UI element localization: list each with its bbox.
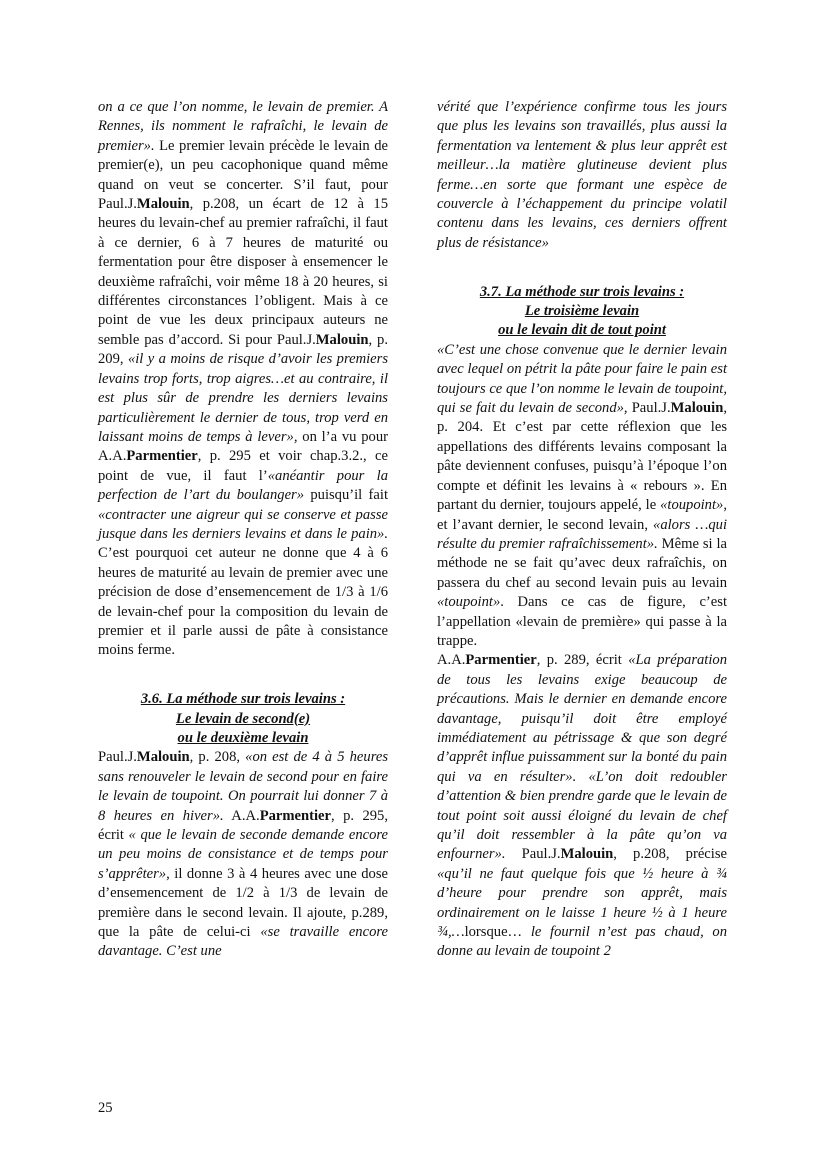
text-run: Parmentier [126, 448, 198, 465]
text-run: , p. 295 et voir chap.3.2., ce point de vue, il faut l’ [98, 448, 388, 484]
section-3-7-heading-line-2: Le troisième levain [524, 303, 640, 320]
text-run: le fournil n’est pas chaud, on donne au levain de toupoint 2 [437, 924, 727, 960]
section-3-6-heading-line-2: Le levain de second(e) [175, 710, 311, 727]
text-run: Paul.J. [98, 196, 137, 213]
text-run: «toupoint» [660, 497, 724, 514]
text-run: , p.208, un écart de 12 à 15 heures du levain-chef au premier rafraîchi, il faut à ce dernier, 6 à 7 heures de maturité ou fermentation pour être disposer à ensemencer le deuxième rafraîchi, voir même 18 à 20 heures, si différentes circonstances l’obligent. Mais à ce point de vue les deux principaux auteurs ne semble pas d’accord. Si pour [98, 196, 388, 348]
section-3-6-heading-line-3: ou le deuxième levain [177, 729, 309, 746]
left-column [98, 98, 388, 962]
text-run: Même si la méthode ne se fait qu’avec deux rafraîchis, on passera du chef au second levain puis au levain [437, 535, 727, 591]
text-run: Malouin [315, 331, 369, 348]
text-run: , p.208, précise [613, 846, 727, 863]
text-run: , p. 208, [189, 749, 246, 766]
text-run: , p. 204. Et c’est par cette réflexion que les appellations des différents levains composant la pâte deviennent confuses, puisqu’à l’époque l’on compte et définit les levains à « rebours ». En partant du dernier, toujours appelé, le [437, 400, 727, 514]
right-column [437, 98, 727, 962]
section-3-6-heading-line-1: 3.6. La méthode sur trois levains : [140, 691, 346, 708]
text-run: C’est pourquoi cet auteur ne donne que 4 à 6 heures de maturité au levain de premier avec une précision de dose d’ensemencement de 1/3 à 1/6 de levain-chef pour la composition du levain de premier et il parle aussi de pâte à consistance moins ferme. [98, 545, 388, 659]
text-run: vérité que l’expérience confirme tous les jours que plus les levains son travaillés, plus aussi la fermentation va lentement & plus leur apprêt est meilleur…la matière glutineuse devient plus ferme…en sorte que formant une espèce de couvercle à l’échappement du principe volatil contenu dans les levains, ces derniers offrent plus de résistance» [437, 99, 727, 251]
text-run: on l’a vu pour [297, 428, 388, 445]
section-3-7-heading-line-1: 3.7. La méthode sur trois levains : [479, 283, 685, 300]
text-run: , p. 289, écrit [536, 652, 629, 669]
text-run: A.A. [437, 652, 466, 669]
text-run: Malouin [136, 196, 190, 213]
text-run: Malouin [560, 846, 614, 863]
page-number: 25 [98, 1100, 113, 1116]
text-run: . Dans ce cas de figure, c’est l’appellation «levain de première» qui passe à la trappe. [437, 594, 727, 649]
text-run: Paul.J. [276, 331, 316, 348]
text-run: «La préparation de tous les levains exige beaucoup de précautions. Mais le dernier en demande encore davantage, puisqu’il doit être employé immédiatement au pétrissage & que son degré d’apprêt influe puissamment sur la bonté du pain qui va en résulter». «L’on doit redoubler d’attention & bien prendre garde que le levain de tout point soit aussi éloigné du levain de chef qu’il doit ressembler à la pâte qu’on va enfourner». [437, 652, 727, 863]
text-run: il donne 3 à 4 heures avec une dose d’ensemencement de 1/2 à 1/3 de levain de première dans le second levain. Il ajoute, p.289, que la pâte de celui-ci [98, 865, 388, 941]
text-run: «contracter une aigreur qui se conserve et passe jusque dans les derniers levains et dans le pain». [98, 506, 388, 542]
left-paragraph-2 [98, 748, 388, 961]
text-run: Malouin [136, 749, 190, 766]
text-run: A.A. [231, 807, 260, 824]
text-run: Parmentier [259, 807, 331, 824]
text-run: Paul.J. [98, 749, 137, 766]
text-run: , et l’avant dernier, le second levain, [437, 497, 727, 533]
right-paragraph-2 [437, 341, 727, 652]
right-paragraph-3 [437, 651, 727, 962]
text-run: Malouin [670, 400, 724, 417]
text-run: Paul.J. [505, 846, 561, 863]
text-run: Paul.J. [627, 400, 671, 417]
text-run: «C’est une chose convenue que le dernier levain avec lequel on pétrit la pâte pour faire le pain est toujours ce que l’on nomme le levain de toupoint, qui se fait du levain de second», [437, 341, 727, 417]
text-run: Parmentier [465, 652, 537, 669]
text-run: Le premier levain précède le levain de premier(e), un peu cacophonique quand même quand on veut se concerter. S’il faut, pour [98, 137, 388, 193]
text-run: on a ce que l’on nomme, le levain de premier. A Rennes, ils nomment le rafraîchi, le levain de premier». [98, 99, 388, 154]
text-run: « que le levain de seconde demande encore un peu moins de consistance et de temps pour s’apprêter», [98, 827, 389, 882]
text-run: A.A. [98, 448, 127, 465]
section-3-7-heading-line-3: ou le levain dit de tout point [498, 322, 666, 339]
text-run: «anéantir pour la perfection de l’art du boulanger» [98, 467, 388, 504]
left-paragraph-1 [98, 98, 388, 661]
text-run: «il y a moins de risque d’avoir les premiers levains trop forts, trop aigres…et au contraire, il est plus sûr de prendre les derniers levains particulièrement le dernier de tous, trop verd en laissant moins de temps à lever», [98, 351, 389, 445]
text-run: «se travaille encore davantage. C’est une [98, 924, 388, 960]
text-run: «on est de 4 à 5 heures sans renouveler le levain de second pour en faire le levain de toupoint. On pourrait lui donner 7 à 8 heures en hiver». [98, 749, 388, 824]
text-run: «toupoint» [437, 594, 501, 611]
text-run: lorsque… [464, 924, 523, 941]
right-paragraph-1 [437, 98, 727, 253]
text-run: , p. 295, écrit [98, 807, 388, 844]
text-run: , p. 209, [98, 331, 388, 368]
text-run: «alors …qui résulte du premier rafraîchissement». [437, 516, 727, 552]
text-run: «qu’il ne faut quelque fois que ½ heure à ¾ d’heure pour prendre son apprêt, mais ordinairement on le laisse 1 heure ½ à 1 heure ¾,… [437, 865, 727, 941]
text-run: puisqu’il fait [304, 487, 388, 504]
